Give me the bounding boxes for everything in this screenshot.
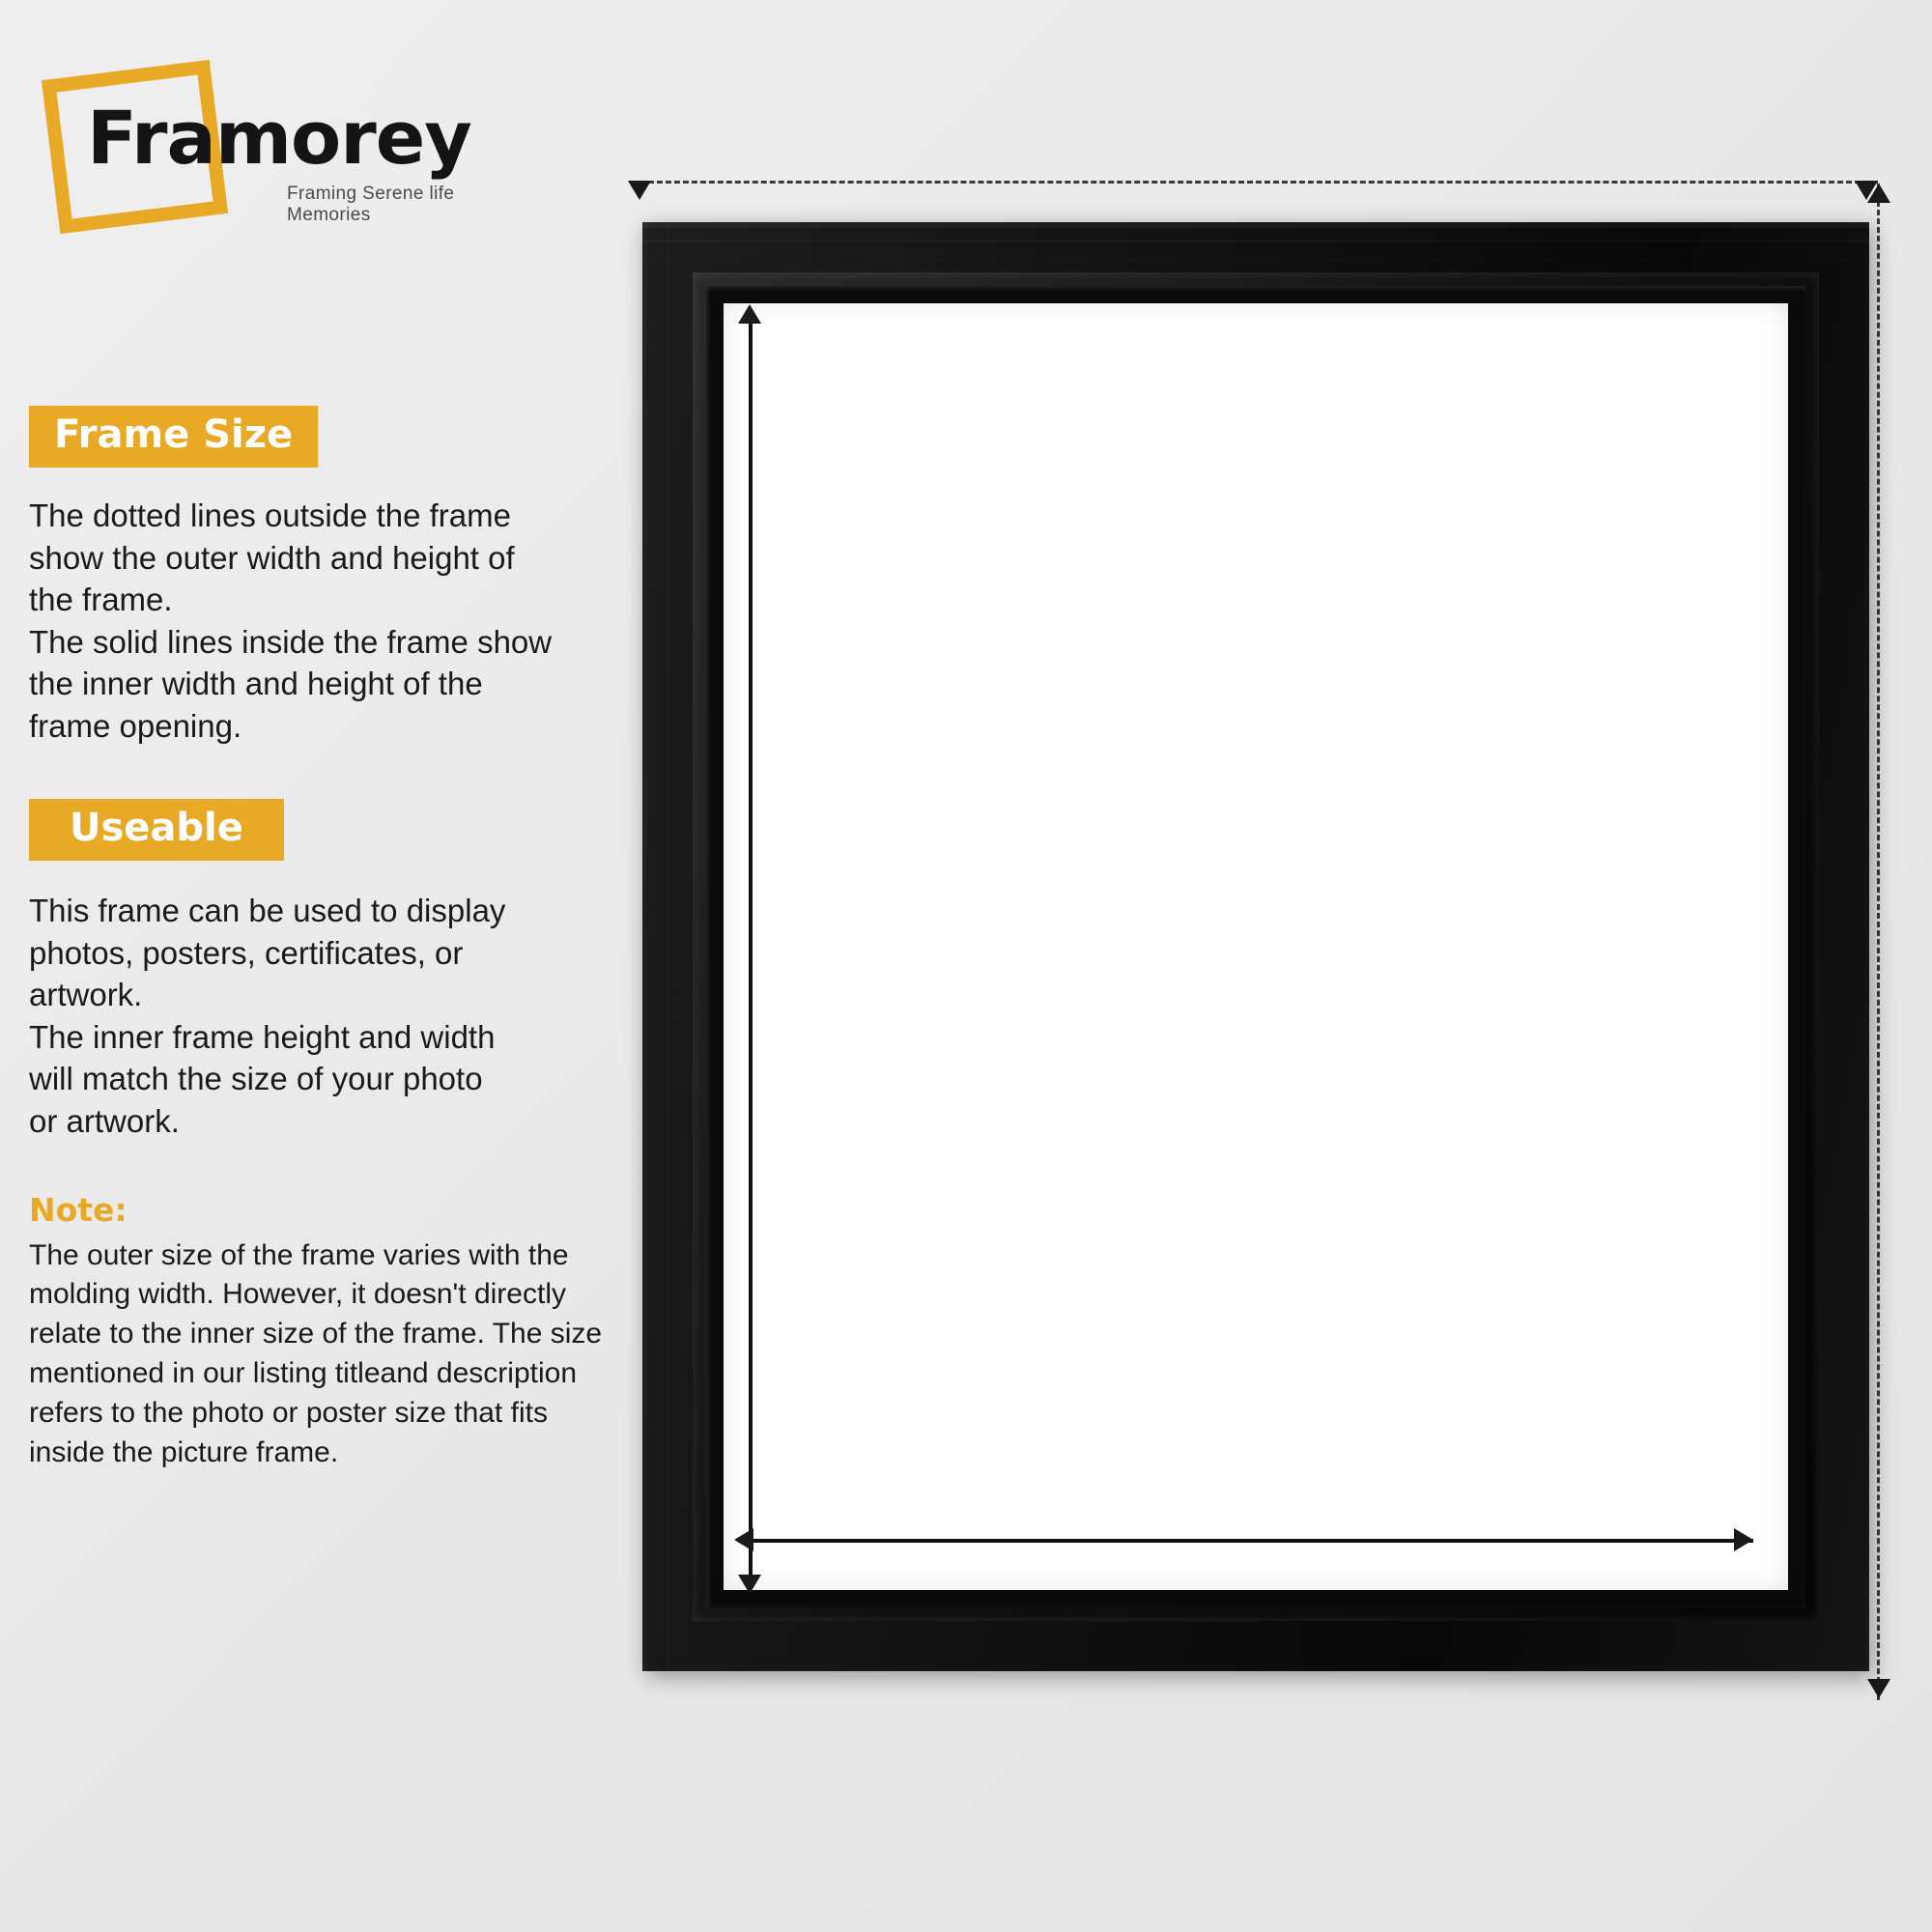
useable-line-4: The inner frame height and width <box>29 1018 496 1055</box>
frame-opening-mat <box>724 303 1788 1590</box>
useable-line-2: photos, posters, certificates, or <box>29 934 464 971</box>
brand-name: Framorey <box>87 95 471 181</box>
inner-height-arrow-bottom-icon <box>738 1575 761 1594</box>
useable-badge: Useable <box>29 799 284 861</box>
info-column <box>29 406 647 1472</box>
useable-line-3: artwork. <box>29 977 143 1013</box>
frame-size-badge: Frame Size <box>29 406 318 468</box>
note-title: Note: <box>29 1190 128 1229</box>
frame-size-line-1: The dotted lines outside the frame <box>29 497 511 533</box>
brand-logo <box>50 58 533 242</box>
outer-height-dashed-line <box>1877 184 1880 1700</box>
inner-height-solid-line <box>749 324 753 1575</box>
inner-width-solid-line <box>753 1539 1753 1543</box>
frame-size-line-5: the inner width and height of the <box>29 666 483 702</box>
useable-text <box>29 890 618 1142</box>
outer-height-arrow-top-icon <box>1867 184 1890 203</box>
inner-width-arrow-right-icon <box>1734 1528 1753 1551</box>
section-frame-size <box>29 406 647 747</box>
useable-line-1: This frame can be used to display <box>29 893 506 929</box>
inner-width-arrow-left-icon <box>734 1528 753 1551</box>
frame-size-line-2: show the outer width and height of <box>29 539 515 576</box>
frame-diagram <box>618 145 1893 1768</box>
outer-height-arrow-bottom-icon <box>1867 1679 1890 1698</box>
frame-size-text <box>29 495 618 747</box>
picture-frame <box>642 222 1869 1671</box>
useable-line-6: or artwork. <box>29 1103 180 1140</box>
inner-height-arrow-top-icon <box>738 304 761 324</box>
frame-size-line-4: The solid lines inside the frame show <box>29 623 553 660</box>
outer-width-arrow-left-icon <box>628 181 651 200</box>
note-body: The outer size of the frame varies with the molding width. However, it doesn't directly relate to the inner size of the frame. The size mentioned in our listing titleand description refers to the photo or poster size that fits inside the picture frame. <box>29 1238 603 1468</box>
frame-size-line-6: frame opening. <box>29 707 242 744</box>
brand-tagline: Framing Serene life Memories <box>287 184 455 225</box>
frame-inner-lip <box>706 286 1805 1607</box>
frame-bevel <box>693 272 1819 1621</box>
outer-width-dashed-line <box>639 181 1878 184</box>
section-useable <box>29 799 647 1142</box>
frame-size-line-3: the frame. <box>29 582 173 618</box>
useable-line-5: will match the size of your photo <box>29 1061 483 1097</box>
